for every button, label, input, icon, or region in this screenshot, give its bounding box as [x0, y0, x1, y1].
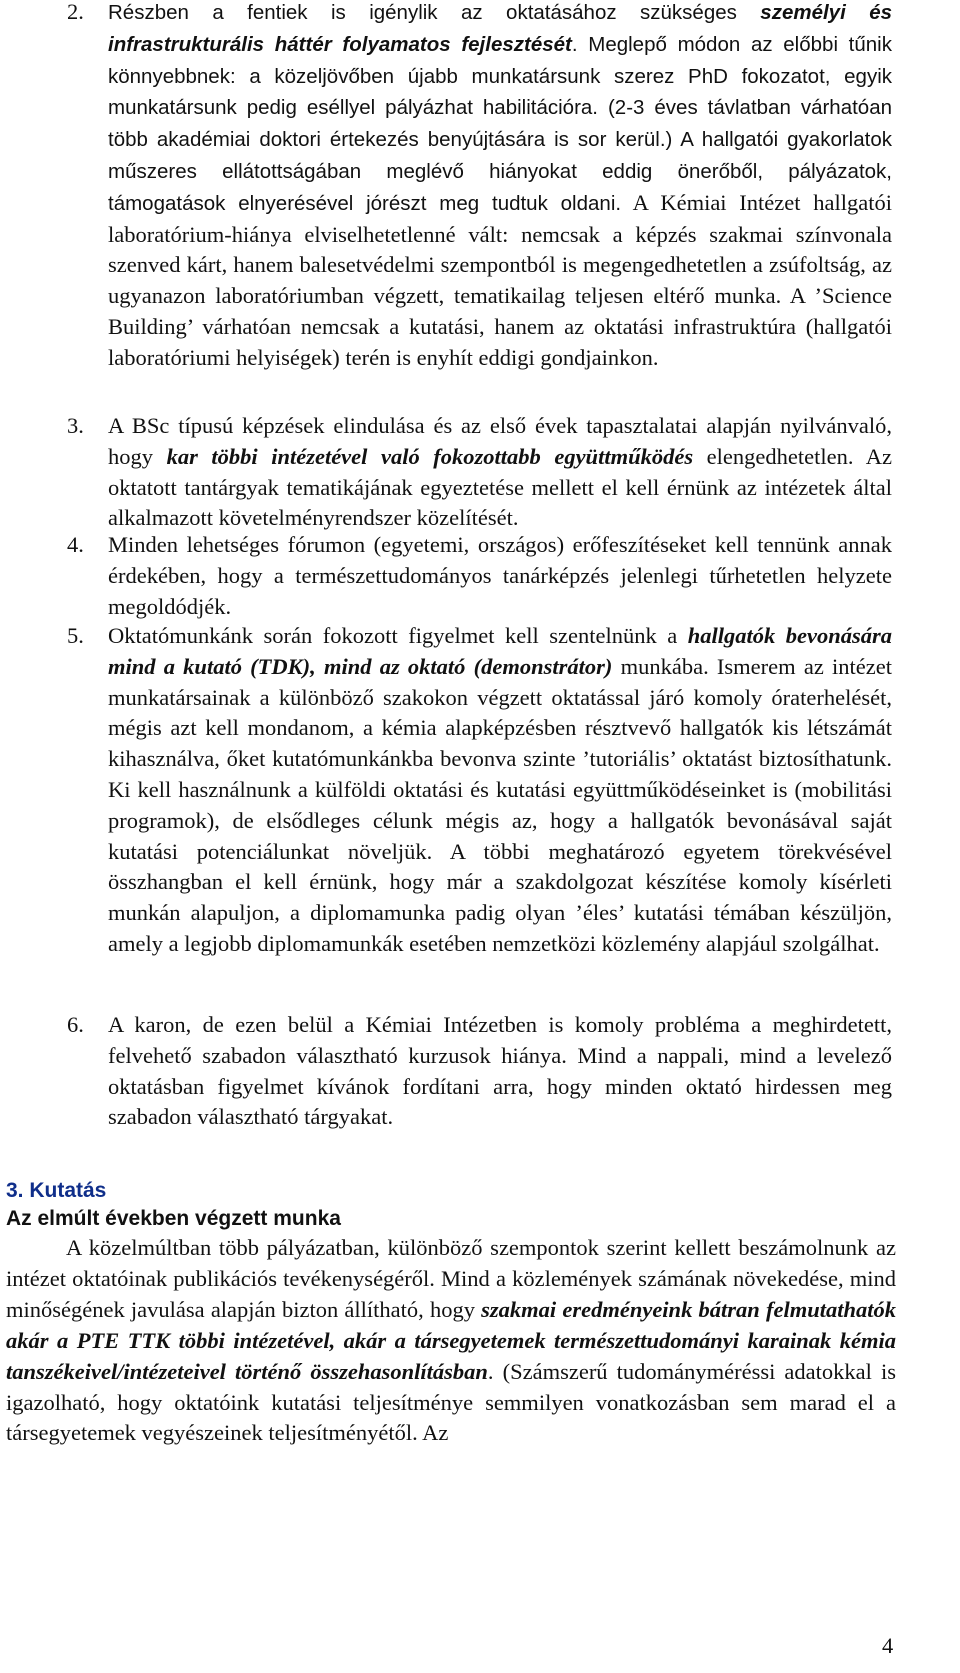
list-item-4 — [0, 530, 892, 622]
list-item-text: Részben a fentiek is igénylik az oktatásához szükséges személyi és infrastrukturális háttér folyamatos fejlesztését. Meglepő módon az előbbi tűnik könnyebbnek: a közeljövőben újabb munkatársunk szerez PhD fokozatot, egyik munkatársunk pedig eséllyel pályázhat habilitációra. (2-3 éves távlatban várhatóan több akadémiai doktori értekezés benyújtására is sor kerül.) A hallgatói gyakorlatok műszeres ellátottságában meglévő hiányokat eddig önerőből, pályázatok, támogatások elnyerésével jórészt meg tudtuk oldani. A Kémiai Intézet hallgatói laboratórium-hiánya elviselhetetlenné vált: nemcsak a képzés szakmai színvonala szenved kárt, hanem balesetvédelmi szempontból is megengedhetetlen a zsúfoltság, az ugyanazon laboratóriumban végzett, tematikailag teljesen eltérő munka. A ’Science Building’ várhatóan nemcsak a kutatási, hanem az oktatási infrastruktúra (hallgatói laboratóriumi helyiségek) terén is enyhít eddigi gondjainkon. — [108, 1, 892, 370]
list-item-text: A BSc típusú képzések elindulása és az első évek tapasztalatai alapján nyilvánvaló, hogy kar többi intézetével való fokozottabb együttműködés elengedhetetlen. Az oktatott tantárgyak tematikájának egyeztetése mellett el kell érnünk az intézetek által alkalmazott követelményrendszer közelítését. — [108, 413, 892, 531]
emphasis: szakmai eredményeink bátran felmutathatók akár a PTE TTK többi intézetével, akár a társegyetemek természettudományi karainak kémia tanszékeivel/intézeteivel történő összehasonlításban — [6, 1296, 896, 1384]
emphasis: hallgatók bevonására mind a kutató (TDK), mind az oktató (demonstrátor) — [108, 623, 892, 679]
list-item-3 — [0, 411, 892, 534]
list-number: 5. — [67, 623, 84, 648]
section-subtitle: Az elmúlt években végzett munka — [6, 1207, 341, 1230]
emphasis: kar többi intézetével való fokozottabb együttműködés — [166, 443, 694, 469]
list-item-text: Oktatómunkánk során fokozott figyelmet kell szentelnünk a hallgatók bevonására mind a kutató (TDK), mind az oktató (demonstrátor) munkába. Ismerem az intézet munkatársainak a különböző szakokon végzett oktatással járó komoly óraterhelését, mégis azt kell mondanom, a kémia alapképzésben résztvevő hallgatók kis létszámát kihasználva, őket kutatómunkánkba bevonva szinte ’tutoriális’ oktatást biztosíthatunk. Ki kell használnunk a külföldi oktatási és kutatási együttműködéseinket is (mobilitási programok), de elsődleges célunk mégis az, hogy a hallgatók bevonásával saját kutatási potenciálunkat növeljük. A többi meghatározó egyetem törekvésével összhangban el kell érnünk, hogy már a szakdolgozat készítése komoly kísérleti munkán alapuljon, a diplomamunka padig olyan ’éles’ kutatási témában készüljön, amely a legjobb diplomamunkák esetében nemzetközi közlemény alapjául szolgálhat. — [108, 623, 892, 956]
list-item-5 — [0, 621, 892, 960]
list-number: 2. — [67, 0, 84, 24]
emphasis: személyi és infrastrukturális háttér folyamatos fejlesztését — [108, 1, 892, 56]
list-number: 6. — [67, 1012, 84, 1037]
list-item-text: A karon, de ezen belül a Kémiai Intézetben is komoly probléma a meghirdetett, felvehető szabadon választható kurzusok hiánya. Mind a nappali, mind a levelező oktatásban figyelmet kívánok fordítani arra, hogy minden oktató hirdessen meg szabadon választható tárgyakat. — [108, 1012, 892, 1130]
list-number: 4. — [67, 532, 84, 557]
list-item-6 — [0, 1010, 892, 1133]
list-number: 3. — [67, 413, 84, 438]
list-item-text: Minden lehetséges fórumon (egyetemi, országos) erőfeszítéseket kell tennünk annak érdekében, hogy a természettudományos tanárképzés jelenlegi tűrhetetlen helyzete megoldódjék. — [108, 532, 892, 619]
body-paragraph: A közelmúltban több pályázatban, különböző szempontok szerint kellett beszámolnunk az intézet oktatóinak publikációs tevékenységéről. Mind a közlemények számának növekedése, mind minőségének javulása alapján bizton állítható, hogy szakmai eredményeink bátran felmutathatók akár a PTE TTK többi intézetével, akár a társegyetemek természettudományi karainak kémia tanszékeivel/intézeteivel történő összehasonlításban. (Számszerű tudományméréssi adatokkal is igazolható, hogy oktatóink kutatási teljesítménye semmilyen vonatkozásban sem marad el a társegyetemek vegyészeinek teljesítményétől. Az — [6, 1235, 896, 1446]
section-title: 3. Kutatás — [6, 1179, 107, 1202]
page-number: 4 — [882, 1633, 894, 1658]
list-item-2 — [0, 0, 892, 374]
